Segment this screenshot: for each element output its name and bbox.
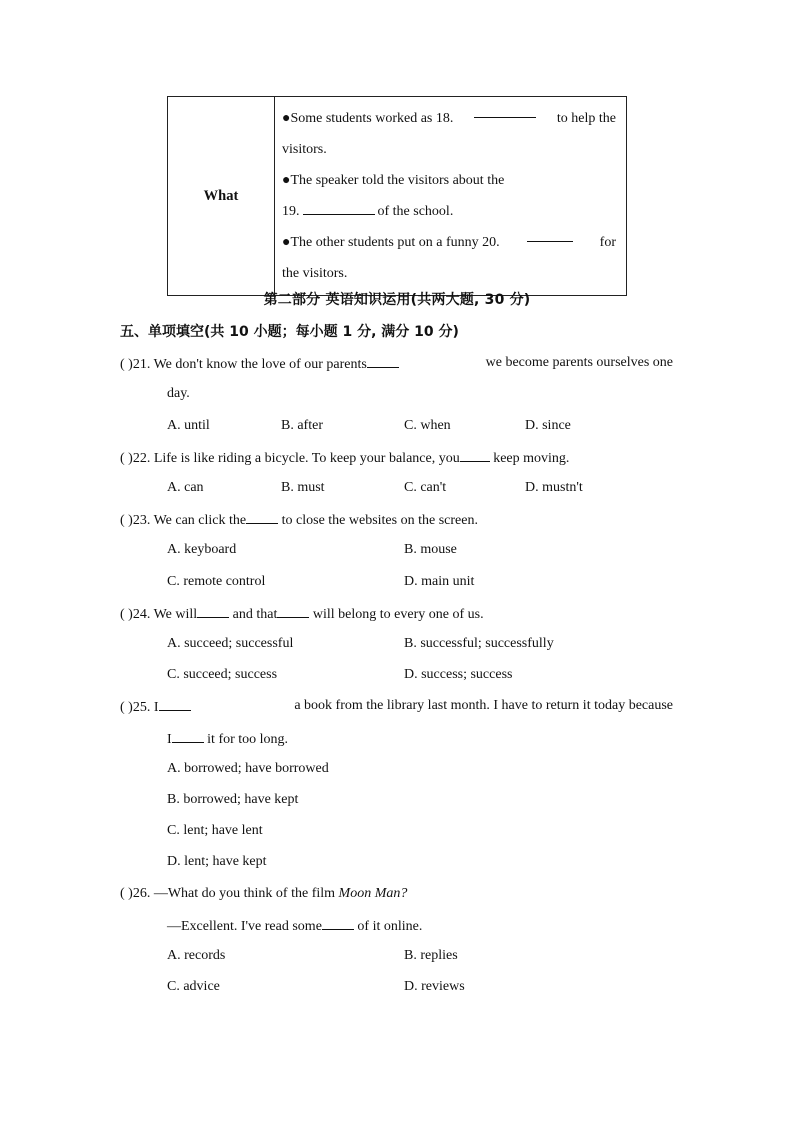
q26-option-b[interactable]: B. replies [404,948,458,963]
question-26-reply: —Excellent. I've read some of it online. [167,915,422,937]
question-25-cont: I it for too long. [167,728,288,750]
blank-21[interactable] [367,353,399,368]
q26-option-c[interactable]: C. advice [167,979,220,994]
blank-25b[interactable] [172,728,204,743]
blank-24a[interactable] [197,603,229,618]
q23-option-c[interactable]: C. remote control [167,574,266,589]
bullet-20-line-2: the visitors. [282,266,348,281]
blank-18[interactable] [474,103,536,118]
info-table [167,96,627,296]
part-title: 第二部分 英语知识运用(共两大题, 30 分) [263,292,531,308]
q22-option-c[interactable]: C. can't [404,480,447,495]
q24-option-d[interactable]: D. success; success [404,667,513,682]
q22-option-d[interactable]: D. mustn't [525,480,583,495]
q21-option-b[interactable]: B. after [281,418,323,433]
blank-19[interactable] [303,200,375,215]
q23-option-a[interactable]: A. keyboard [167,542,237,557]
question-22: ( )22. Life is like riding a bicycle. To keep your balance, you keep moving. [120,447,569,469]
q21-option-c[interactable]: C. when [404,418,451,433]
blank-20[interactable] [527,227,573,242]
question-23: ( )23. We can click the to close the websites on the screen. [120,509,478,531]
bullet-19-line-1: ●The speaker told the visitors about the [282,173,505,188]
question-25: ( )25. I a book from the library last month. I have to return it today because [120,698,673,715]
table-row-label: What [168,97,275,296]
question-21-cont: day. [167,386,190,401]
bullet-20-line-1: ●The other students put on a funny 20. for [282,227,616,258]
film-title: Moon Man? [338,886,408,901]
q24-option-c[interactable]: C. succeed; success [167,667,278,682]
question-21: ( )21. We don't know the love of our parents we become parents ourselves one [120,355,673,372]
q21-option-a[interactable]: A. until [167,418,210,433]
q25-option-b[interactable]: B. borrowed; have kept [167,792,299,807]
blank-24b[interactable] [277,603,309,618]
blank-25a[interactable] [159,696,191,711]
blank-26[interactable] [322,915,354,930]
q23-option-d[interactable]: D. main unit [404,574,475,589]
question-26: ( )26. —What do you think of the film Moon Man? [120,886,408,901]
bullet-18-line-2: visitors. [282,142,327,157]
q26-option-a[interactable]: A. records [167,948,226,963]
q25-option-d[interactable]: D. lent; have kept [167,854,267,869]
q24-option-b[interactable]: B. successful; successfully [404,636,554,651]
q25-option-a[interactable]: A. borrowed; have borrowed [167,761,329,776]
section-title: 五、单项填空(共 10 小题；每小题 1 分, 满分 10 分) [120,324,459,340]
q25-option-c[interactable]: C. lent; have lent [167,823,263,838]
q21-option-d[interactable]: D. since [525,418,571,433]
q23-option-b[interactable]: B. mouse [404,542,457,557]
q26-option-d[interactable]: D. reviews [404,979,465,994]
bullet-19-line-2: 19. of the school. [282,196,616,227]
question-24: ( )24. We will and that will belong to every one of us. [120,603,484,625]
blank-22[interactable] [460,447,490,462]
table-content-cell [275,97,627,296]
bullet-18-line-1: ●Some students worked as 18. to help the [282,103,616,134]
q22-option-a[interactable]: A. can [167,480,204,495]
blank-23[interactable] [246,509,278,524]
q24-option-a[interactable]: A. succeed; successful [167,636,294,651]
q22-option-b[interactable]: B. must [281,480,325,495]
